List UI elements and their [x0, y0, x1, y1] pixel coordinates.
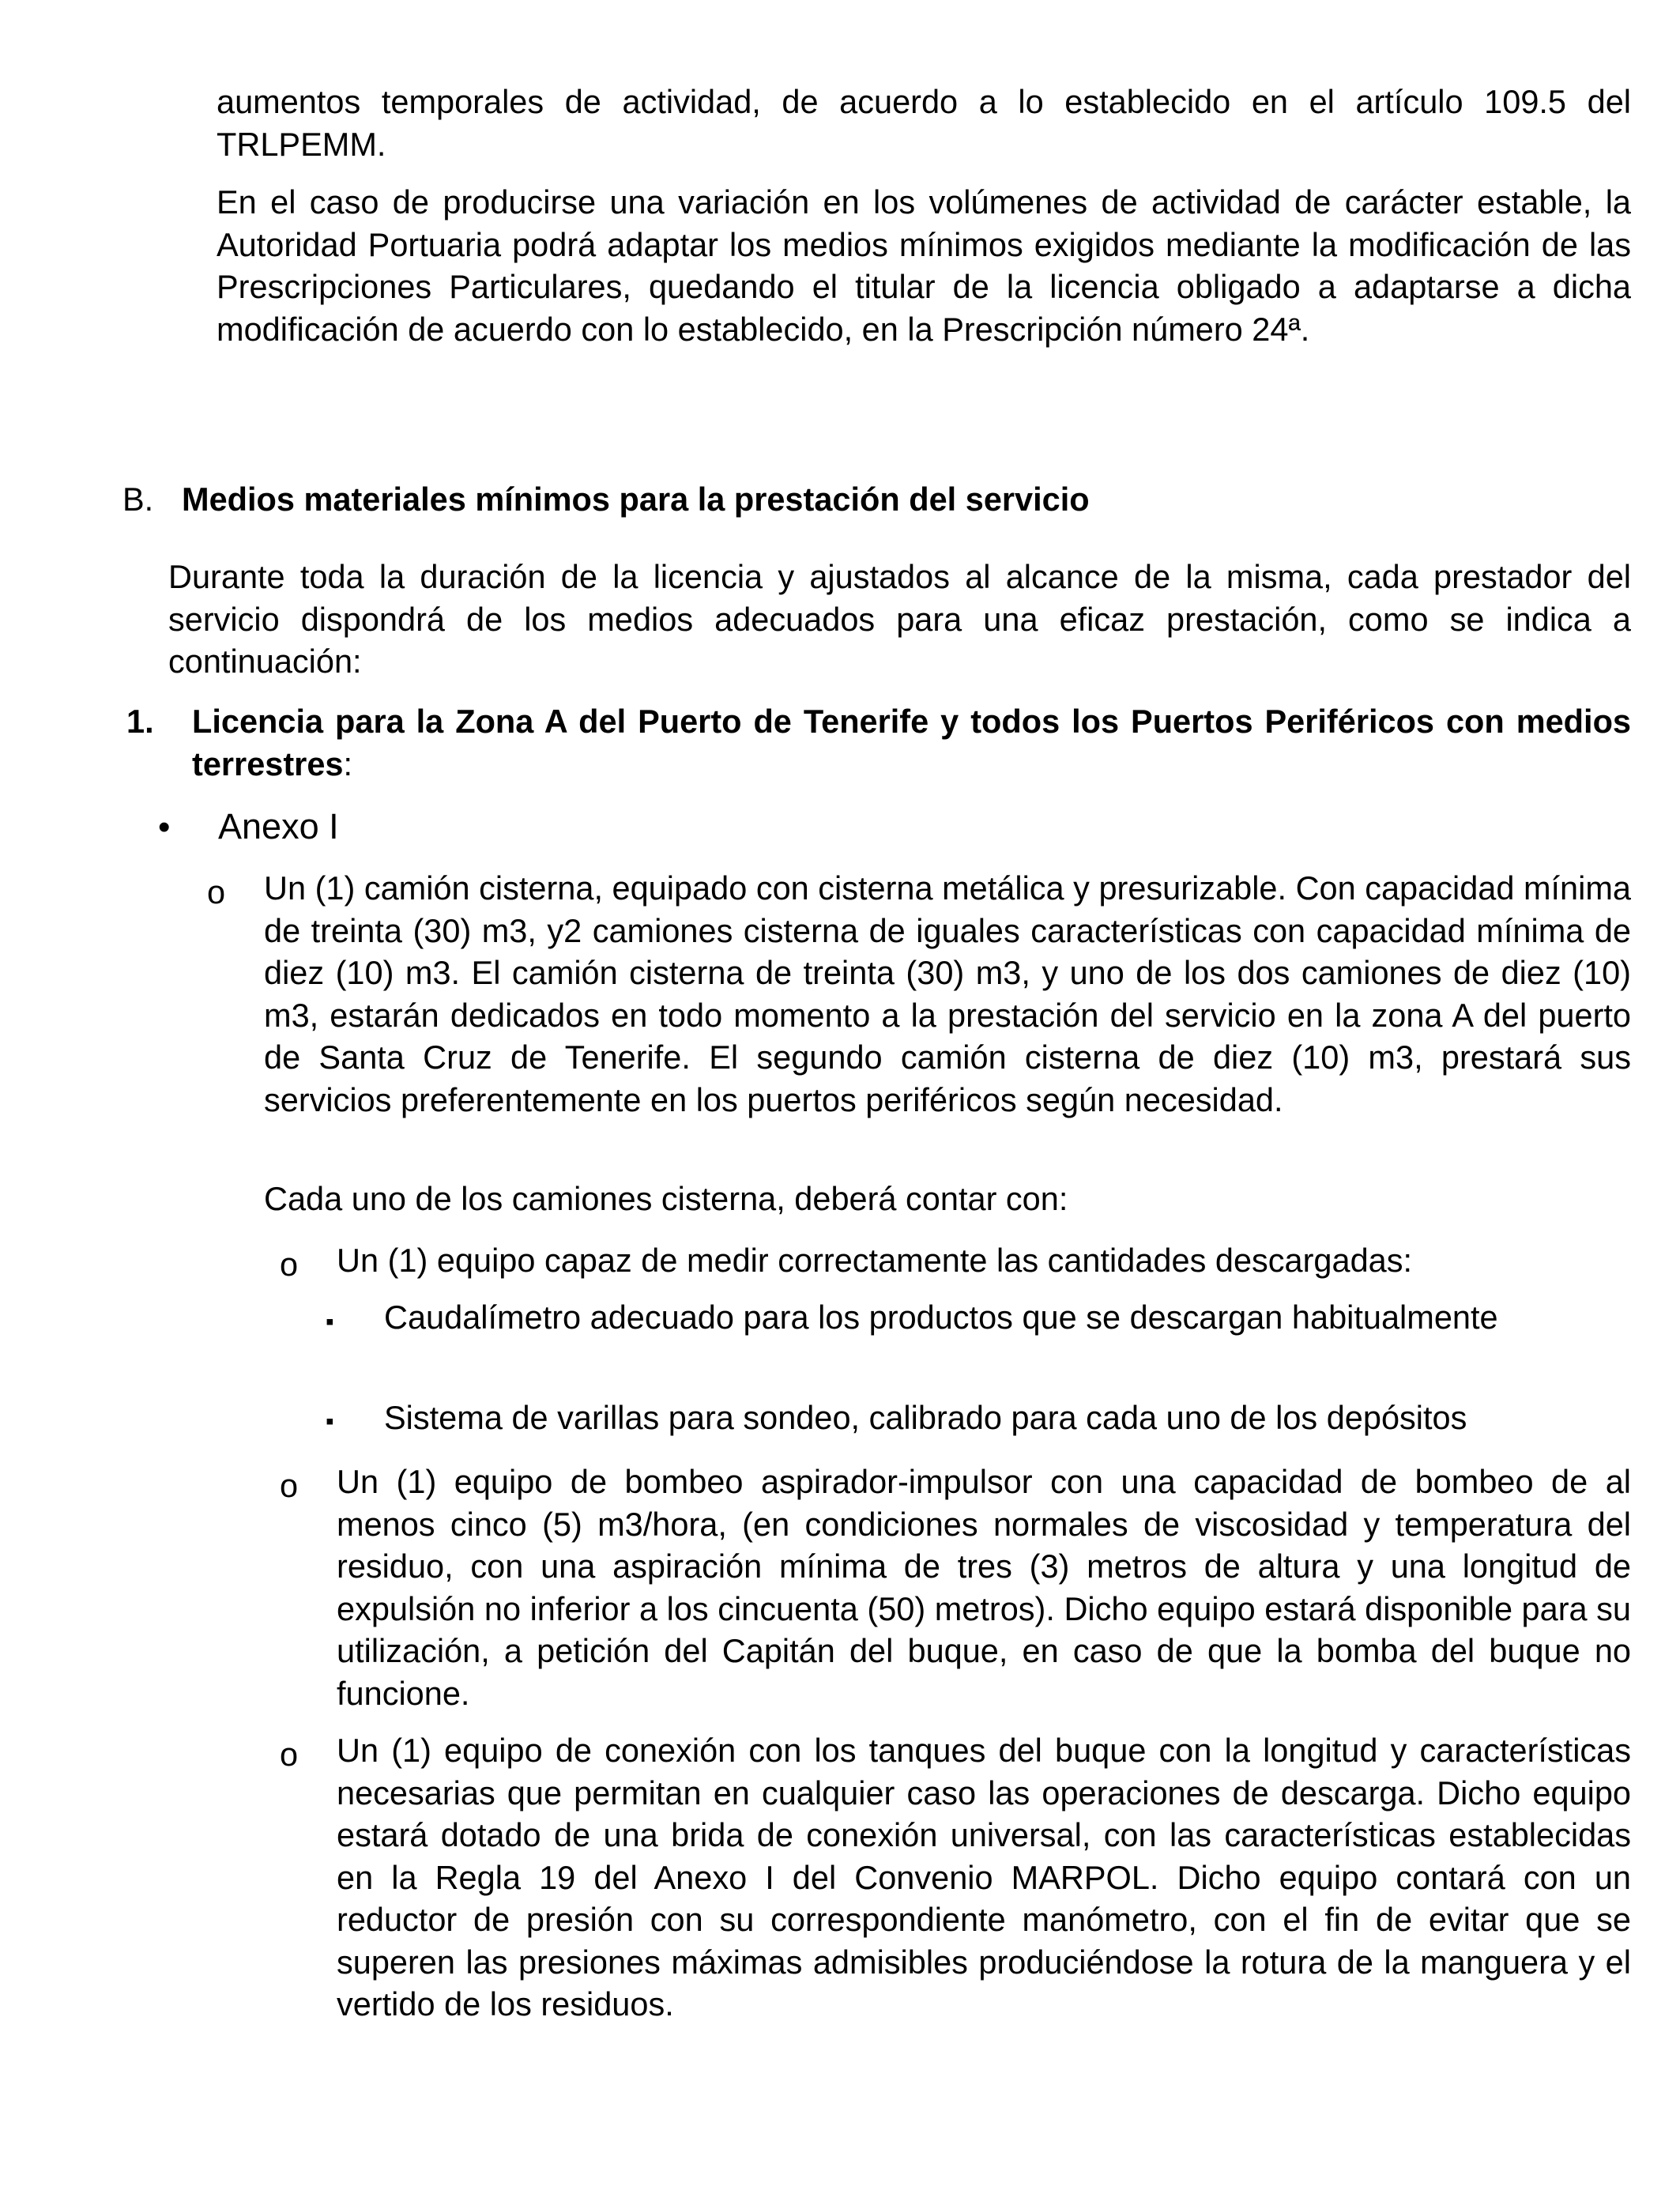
measurement-2-paragraph: Sistema de varillas para sondeo, calibrado para cada uno de los depósitos — [384, 1399, 1467, 1436]
equipment-1-paragraph: Un (1) equipo capaz de medir correctamente las cantidades descargadas: — [337, 1242, 1413, 1279]
annex-label: Anexo I — [218, 806, 339, 846]
truck-paragraph: Un (1) camión cisterna, equipado con cisterna metálica y presurizable. Con capacidad mínima de treinta (30) m3, y2 camiones cisterna de iguales características con capacidad mínima de diez (10) m3. El camión cisterna de treinta (30) m3, y uno de los dos camiones de diez (10) m3, estarán dedicados en todo momento a la prestación del servicio en la zona A del puerto de Santa Cruz de Tenerife. El segundo camión cisterna de diez (10) m3, prestará sus servicios preferentemente en los puertos periféricos según necesidad. — [264, 869, 1632, 1118]
measurement-1-marker: ▪ — [326, 1309, 334, 1335]
measurement-1-paragraph: Caudalímetro adecuado para los productos que se descargan habitualmente — [384, 1299, 1498, 1336]
truck-marker: o — [207, 873, 226, 910]
equipment-3-marker: o — [280, 1736, 299, 1773]
annex-bullet: • — [158, 808, 171, 846]
item-1-number: 1. — [126, 703, 154, 740]
section-b-heading: Medios materiales mínimos para la prestación del servicio — [182, 481, 1090, 518]
section-b-intro: Durante toda la duración de la licencia y ajustados al alcance de la misma, cada prestador del servicio dispondrá de los medios adecuados para una eficaz prestación, como se indica a continuación: — [168, 558, 1631, 680]
equipment-2-marker: o — [280, 1467, 299, 1504]
intro-paragraph-2: En el caso de producirse una variación en los volúmenes de actividad de carácter estable, la Autoridad Portuaria podrá adaptar los medios mínimos exigidos mediante la modificación de las Prescripciones Particulares, quedando el titular de la licencia obligado a adaptarse a dicha modificación de acuerdo con lo establecido, en la Prescripción número 24ª. — [217, 183, 1631, 348]
intro-paragraph-1: aumentos temporales de actividad, de acuerdo a lo establecido en el artículo 109.5 del TRLPEMM. — [217, 83, 1631, 163]
equipment-1-marker: o — [280, 1246, 299, 1283]
each-truck-paragraph: Cada uno de los camiones cisterna, deberá contar con: — [264, 1180, 1068, 1217]
item-1-heading — [192, 700, 1631, 785]
item-1-heading-suffix: : — [343, 745, 353, 782]
equipment-2-paragraph: Un (1) equipo de bombeo aspirador-impulsor con una capacidad de bombeo de al menos cinco (5) m3/hora, (en condiciones normales de viscosidad y temperatura del residuo, con una aspiración mínima de tres (3) metros de altura y una longitud de expulsión no inferior a los cincuenta (50) metros). Dicho equipo estará disponible para su utilización, a petición del Capitán del buque, en caso de que la bomba del buque no funcione. — [337, 1463, 1631, 1712]
equipment-3-paragraph: Un (1) equipo de conexión con los tanques del buque con la longitud y características necesarias que permitan en cualquier caso las operaciones de descarga. Dicho equipo estará dotado de una brida de conexión universal, con las características establecidas en la Regla 19 del Anexo I del Convenio MARPOL. Dicho equipo contará con un reductor de presión con su correspondiente manómetro, con el fin de evitar que se superen las presiones máximas admisibles produciéndose la rotura de la manguera y el vertido de los residuos. — [337, 1732, 1631, 2022]
section-b-letter: B. — [122, 481, 154, 518]
measurement-2-marker: ▪ — [326, 1408, 334, 1434]
item-1-heading-text: Licencia para la Zona A del Puerto de Tenerife y todos los Puertos Periféricos con medios terrestres — [192, 703, 1631, 782]
